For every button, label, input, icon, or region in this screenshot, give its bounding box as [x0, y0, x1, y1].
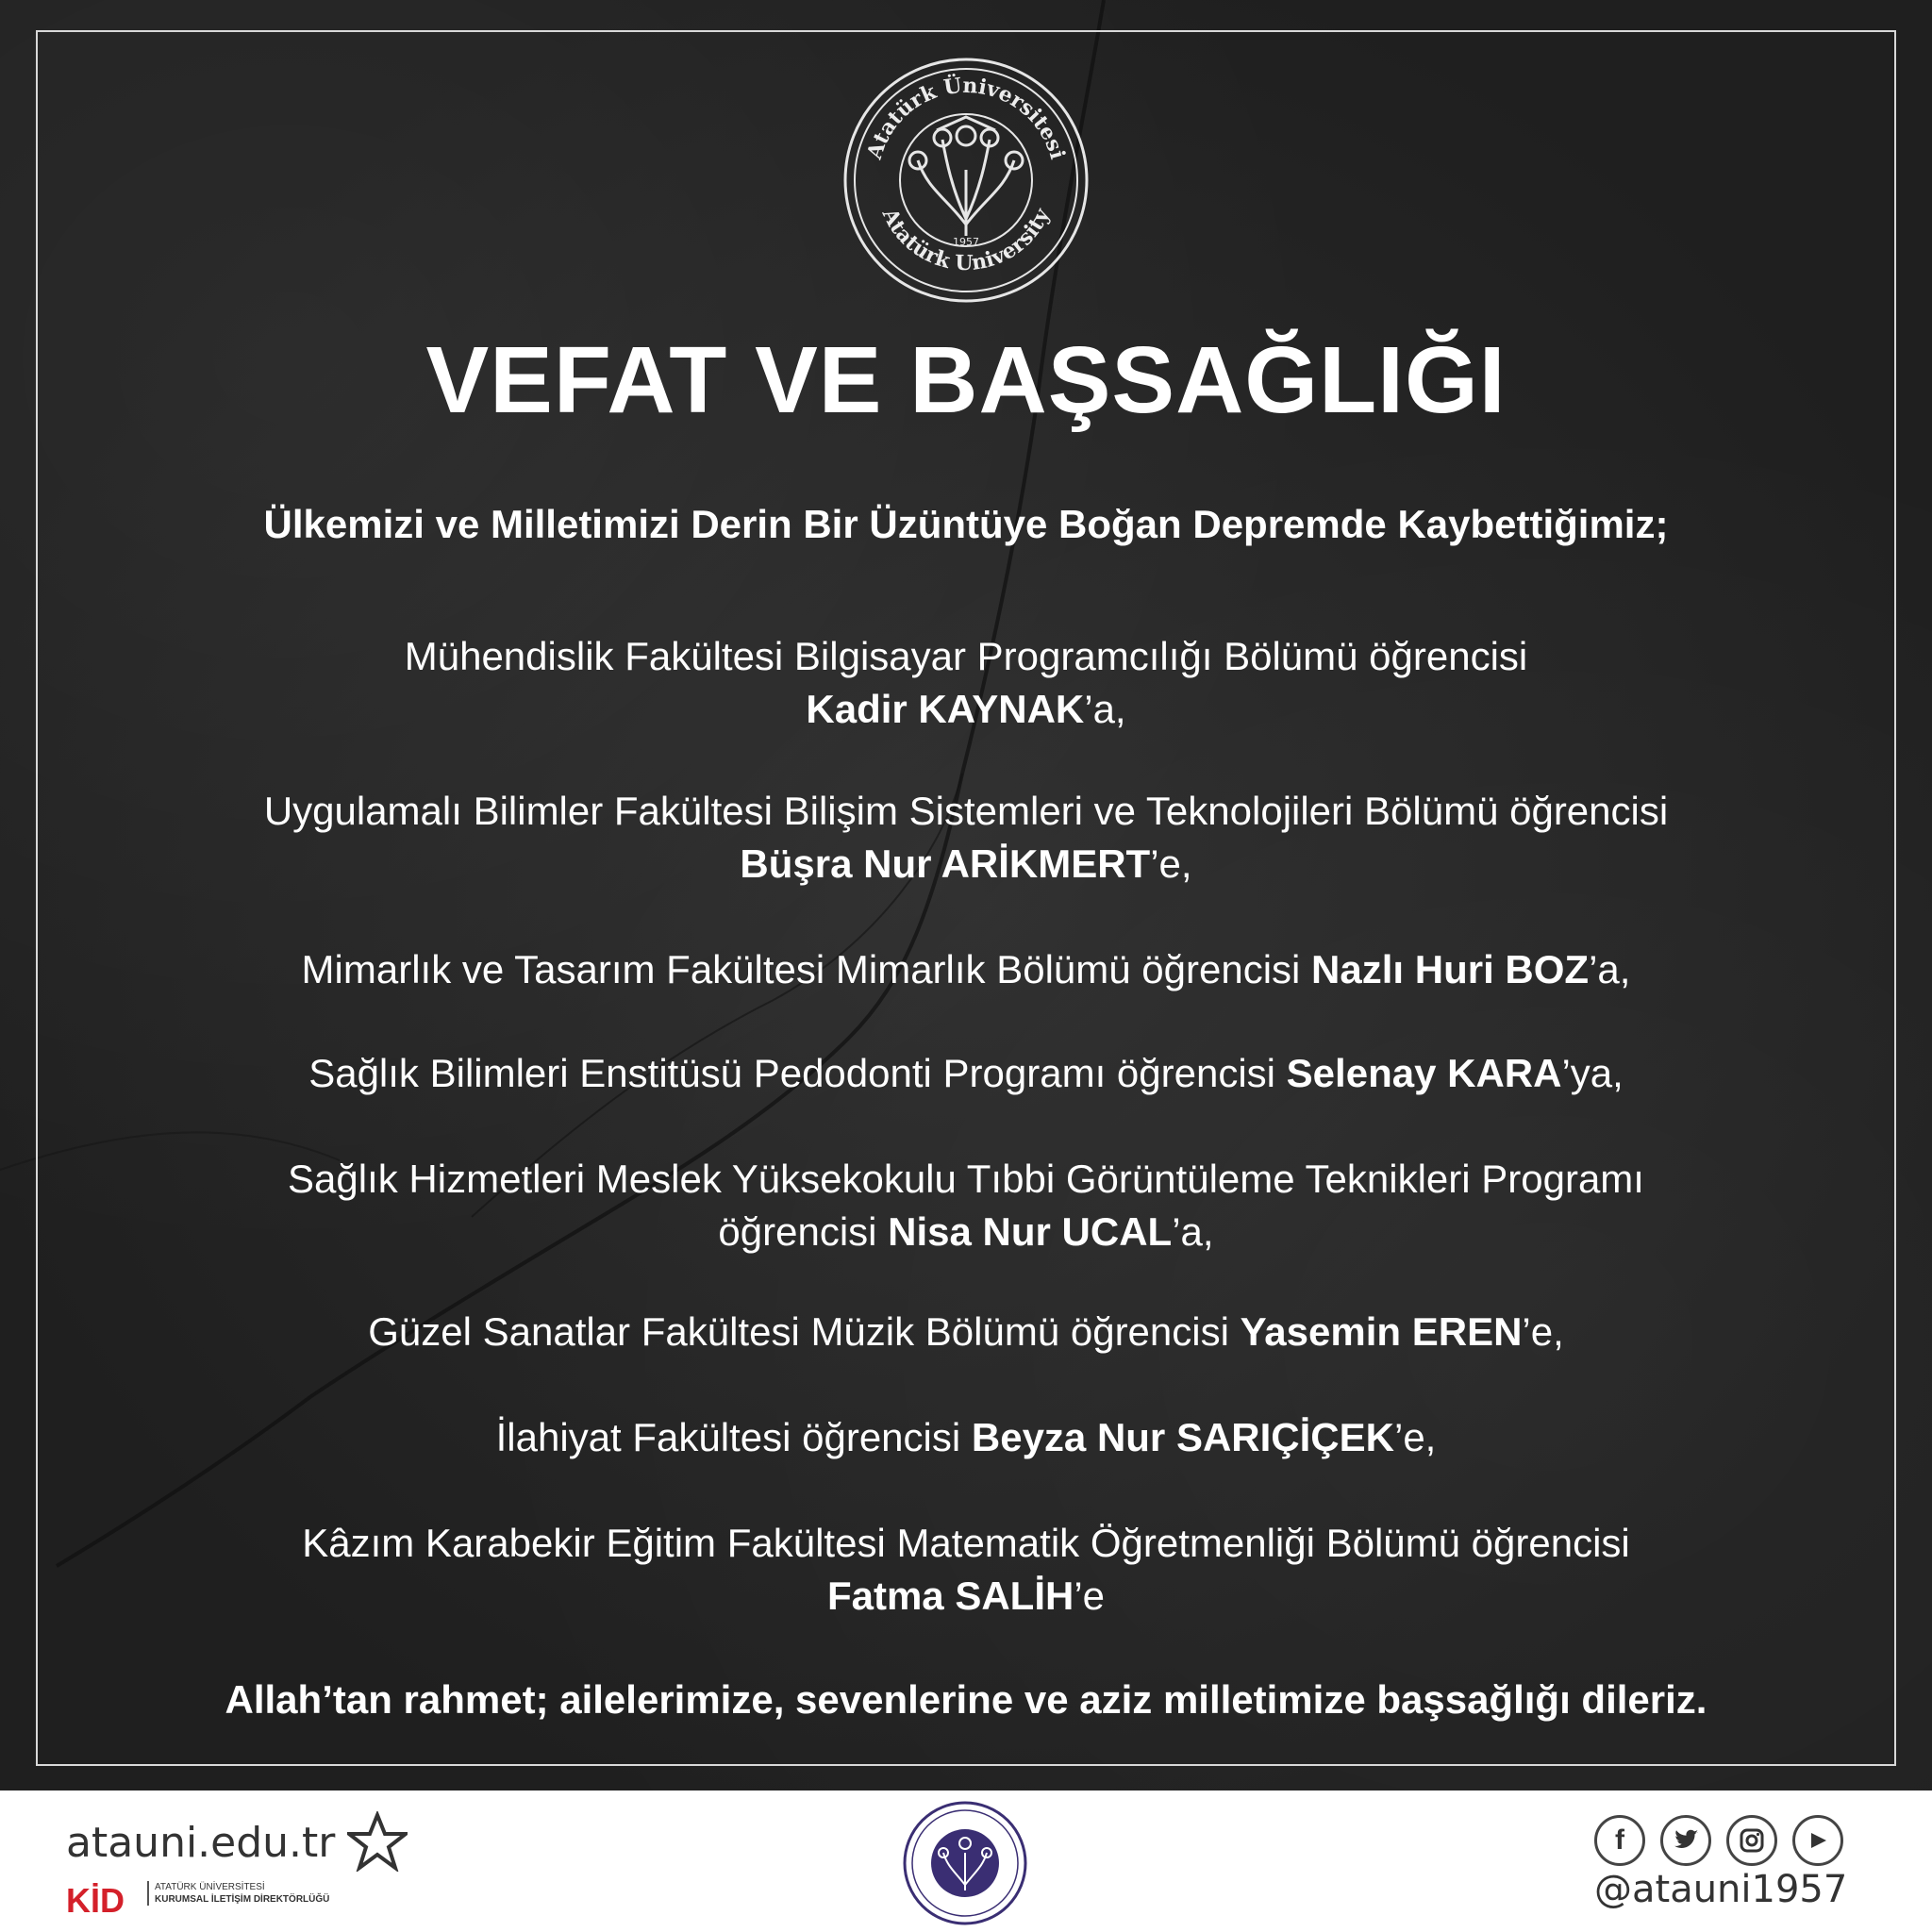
entry-suffix: ’e,: [1150, 841, 1192, 886]
entry-prefix: Mimarlık ve Tasarım Fakültesi Mimarlık Bölümü öğrencisi: [301, 947, 1312, 991]
entry-suffix: ’a,: [1084, 687, 1126, 731]
social-icons: [1594, 1815, 1877, 1872]
entry-suffix: ’a,: [1589, 947, 1631, 991]
entry-name: Büşra Nur ARİKMERT: [740, 841, 1151, 886]
entry-line1: Mühendislik Fakültesi Bilgisayar Programcılığı Bölümü öğrencisi: [404, 634, 1528, 678]
entry-item: [57, 1306, 1875, 1358]
entry-suffix: ’e,: [1393, 1415, 1437, 1459]
entry-prefix: Güzel Sanatlar Fakültesi Müzik Bölümü öğrencisi: [368, 1309, 1241, 1354]
kid-line1: ATATÜRK ÜNİVERSİTESİ: [155, 1882, 265, 1892]
entry-line1: Sağlık Hizmetleri Meslek Yüksekokulu Tıbbi Görüntüleme Teknikleri Programı: [288, 1157, 1644, 1201]
kid-logo: KİD: [66, 1881, 125, 1920]
university-seal-icon: [842, 57, 1090, 304]
entry-suffix: ’ya,: [1561, 1051, 1624, 1095]
kid-line2: KURUMSAL İLETİŞİM DİREKTÖRLÜĞÜ: [155, 1894, 330, 1905]
kid-subtitle: [147, 1881, 411, 1906]
entry-name: Selenay KARA: [1286, 1051, 1562, 1095]
entry-item: [57, 1153, 1875, 1258]
footer-seal-icon: [902, 1800, 1028, 1926]
twitter-icon[interactable]: [1660, 1815, 1711, 1866]
entry-name: Nazlı Huri BOZ: [1311, 947, 1590, 991]
seal-year: 1957: [953, 236, 979, 248]
entry-item: [57, 1517, 1875, 1623]
entry-suffix: ’e,: [1522, 1309, 1564, 1354]
entry-name: Nisa Nur UCAL: [888, 1209, 1173, 1254]
entry-suffix: ’a,: [1172, 1209, 1214, 1254]
instagram-icon[interactable]: [1726, 1815, 1777, 1866]
entry-item: [57, 943, 1875, 996]
entry-name: Yasemin EREN: [1240, 1309, 1523, 1354]
closing-text: Allah’tan rahmet; ailelerimize, sevenlerine ve aziz milletimize başsağlığı dileriz.: [225, 1677, 1707, 1722]
entry-name: Kadir KAYNAK: [806, 687, 1085, 731]
entry-prefix: İlahiyat Fakültesi öğrencisi: [495, 1415, 972, 1459]
entry-item: [57, 785, 1875, 891]
entry-prefix: Sağlık Bilimleri Enstitüsü Pedodonti Programı öğrencisi: [308, 1051, 1287, 1095]
entry-item: [57, 630, 1875, 736]
youtube-icon[interactable]: [1792, 1815, 1843, 1866]
intro-text: Ülkemizi ve Milletimizi Derin Bir Üzüntüye Boğan Depremde Kaybettiğimiz;: [263, 502, 1669, 546]
entry-suffix: ’e: [1074, 1574, 1106, 1618]
star-icon: [347, 1811, 408, 1872]
social-handle[interactable]: @atauni1957: [1594, 1868, 1848, 1911]
entry-item: [57, 1411, 1875, 1464]
footer: [0, 1790, 1932, 1932]
entry-prefix: öğrencisi: [718, 1209, 889, 1254]
seal-top-text: Atatürk Üniversitesi: [862, 73, 1070, 162]
entry-name: Fatma SALİH: [826, 1574, 1074, 1618]
entry-name: Beyza Nur SARIÇİÇEK: [971, 1415, 1394, 1459]
entry-item: [57, 1047, 1875, 1100]
entry-line1: Uygulamalı Bilimler Fakültesi Bilişim Sistemleri ve Teknolojileri Bölümü öğrencisi: [263, 789, 1669, 833]
entry-line1: Kâzım Karabekir Eğitim Fakültesi Matematik Öğretmenliği Bölümü öğrencisi: [302, 1521, 1630, 1565]
page-title: VEFAT VE BAŞSAĞLIĞI: [425, 327, 1507, 433]
website-link[interactable]: atauni.edu.tr: [66, 1819, 336, 1867]
seal-bottom-text: Atatürk University: [876, 204, 1056, 276]
facebook-icon[interactable]: f: [1594, 1815, 1645, 1866]
